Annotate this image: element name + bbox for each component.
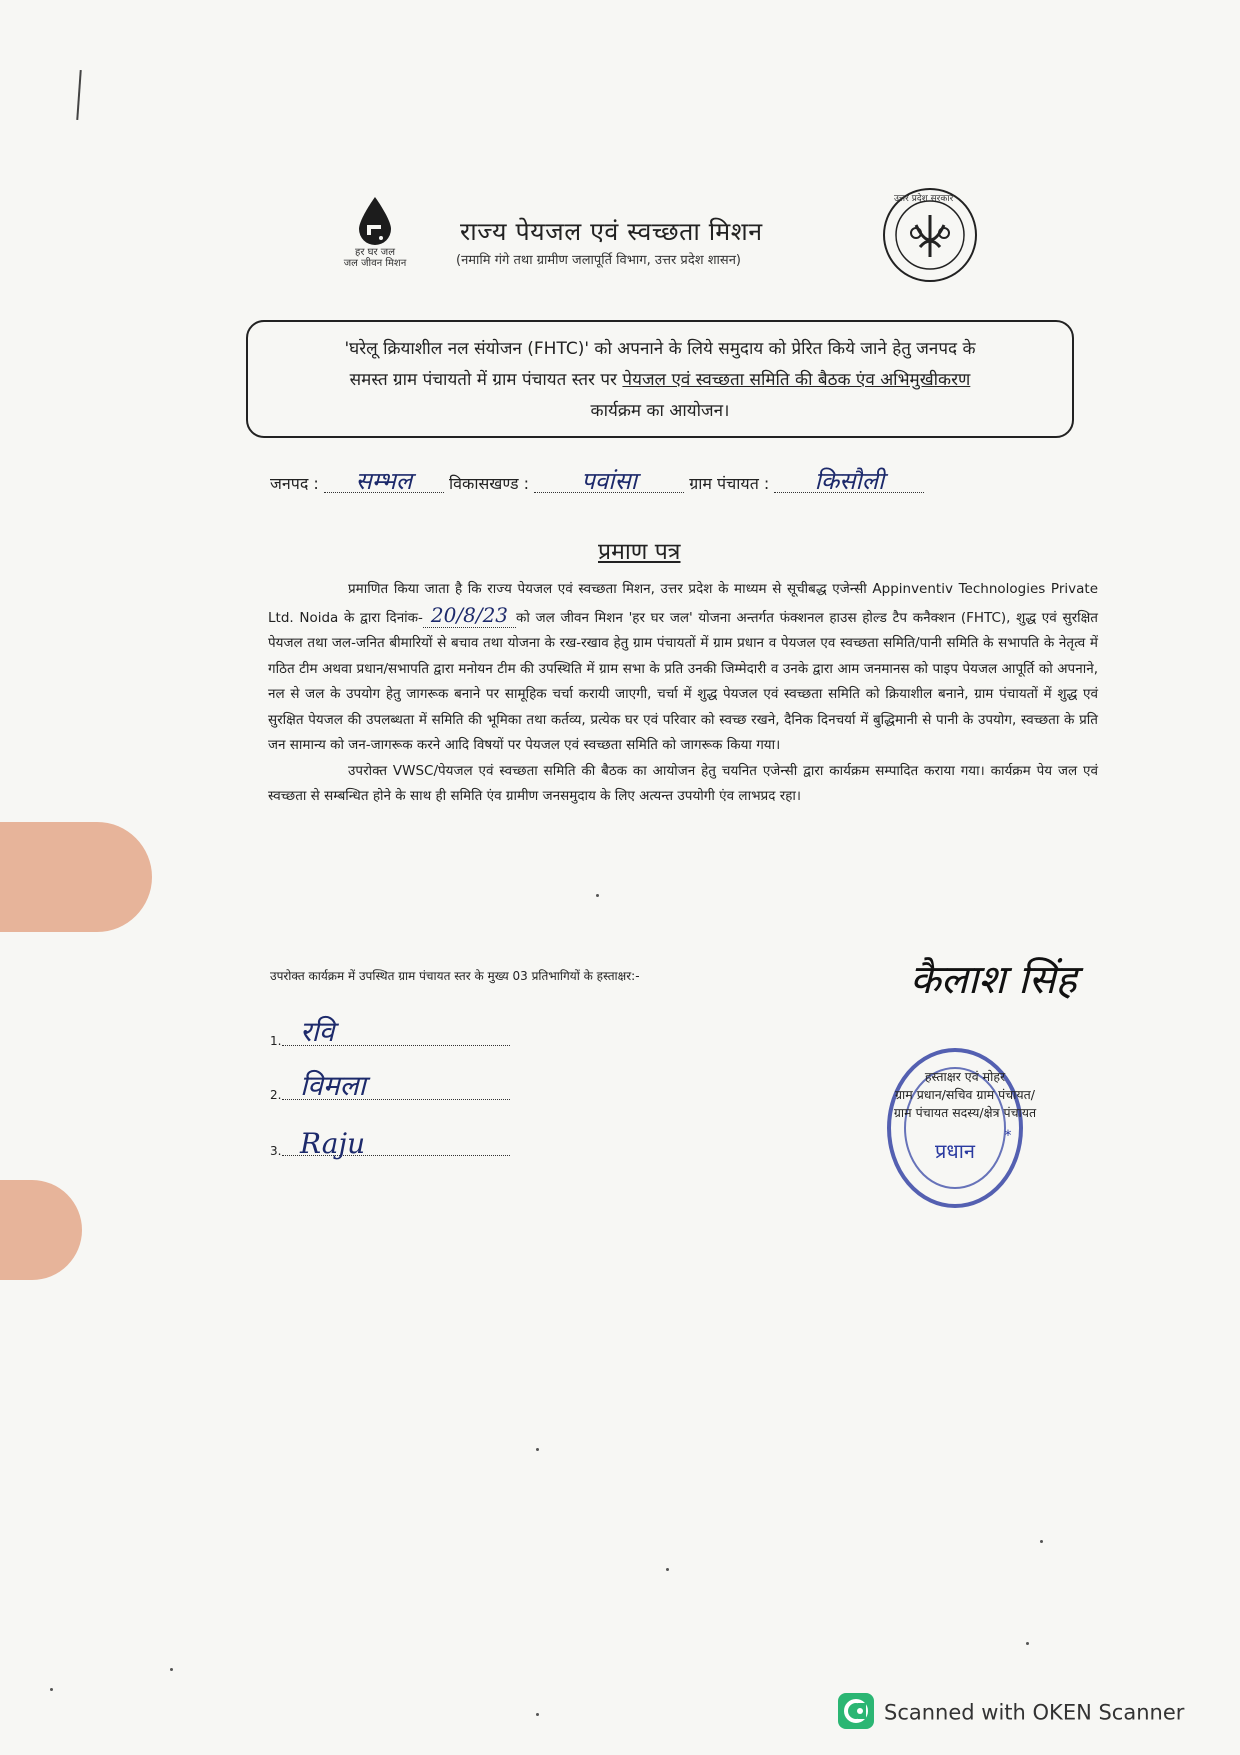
row-number: 3. xyxy=(270,1144,282,1158)
block-label: विकासखण्ड : xyxy=(449,474,530,493)
scan-speck xyxy=(596,894,599,897)
scan-speck xyxy=(666,1568,669,1571)
logo-subcaption: जल जीवन मिशन xyxy=(343,258,407,269)
scan-speck xyxy=(536,1448,539,1451)
scan-speck xyxy=(1026,1642,1029,1645)
participant-signature: विमला xyxy=(300,1069,366,1102)
scan-speck xyxy=(536,1713,539,1716)
district-value: सम्भल xyxy=(324,470,444,493)
row-number: 1. xyxy=(270,1034,282,1048)
panchayat-label: ग्राम पंचायत : xyxy=(689,474,770,493)
topic-line-2-prefix: समस्त ग्राम पंचायतो में ग्राम पंचायत स्तर पर xyxy=(349,370,623,390)
up-government-seal xyxy=(880,185,980,285)
logo-caption: हर घर जल xyxy=(355,247,395,258)
event-date: 20/8/23 xyxy=(423,603,516,628)
finger-bottom xyxy=(0,1180,82,1280)
participant-signature-row xyxy=(270,1066,510,1106)
scan-speck xyxy=(170,1668,173,1671)
watermark-text: Scanned with OKEN Scanner xyxy=(884,1700,1185,1725)
page-subtitle: (नमामि गंगे तथा ग्रामीण जलापूर्ति विभाग, उत्तर प्रदेश शासन) xyxy=(456,253,741,268)
signatory-line-2: ग्राम प्रधान/सचिव ग्राम पंचायत/ xyxy=(894,1087,1036,1102)
topic-box xyxy=(246,320,1074,438)
oken-logo-icon xyxy=(838,1693,874,1734)
scanner-watermark xyxy=(838,1693,1184,1734)
har-ghar-jal-logo xyxy=(335,195,415,285)
body-paragraph-2: उपरोक्त VWSC/पेयजल एवं स्वच्छता समिति की बैठक का आयोजन हेतु चयनित एजेन्सी द्वारा कार्यक्रम सम्पादित कराया गया। कार्यक्रम पेय जल एवं स्वच्छता से सम्बन्धित होने के साथ ही समिति एंव ग्रामीण जनसमुदाय के लिए अत्यन्त उपयोगी एंव लाभप्रद रहा। xyxy=(268,762,1098,804)
seal-text: उत्तर प्रदेश सरकार xyxy=(894,194,954,204)
svg-text:*: * xyxy=(1004,1128,1012,1144)
page-title: राज्य पेयजल एवं स्वच्छता मिशन xyxy=(460,217,763,246)
participant-signature: रवि xyxy=(300,1015,335,1048)
topic-line-2 xyxy=(266,365,1054,396)
water-drop-icon xyxy=(355,195,395,247)
body-p1-part-b: को जल जीवन मिशन 'हर घर जल' योजना अन्तर्गत फंक्शनल हाउस होल्ड टैप कनैक्शन (FHTC), शुद्ध एवं सुरक्षित पेयजल तथा जल-जनित बीमारियों से बचाव तथा योजना के रख-रखाव हेतु ग्राम पंचायतों में ग्राम प्रधान व पेयजल एव स्वच्छता समिति/पानी समिति के सभापति के नेतृत्व में गठित टीम अथवा प्रधान/सभापति द्वारा मनोयन टीम की उपस्थिति में ग्राम सभा के प्रति उनकी जिम्मेदारी व उनके द्वारा आम जनमानस को पाइप पेयजल आपूर्ति को अपनाने, नल से जल के उपयोग हेतु जागरूक बनाने पर सामूहिक चर्चा करायी जाएगी, चर्चा में शुद्ध पेयजल एवं स्वच्छता समिति को क्रियाशील बनाने, ग्राम पंचायतों में शुद्ध एवं सुरक्षित पेयजल की उपलब्धता में समिति की भूमिका तथा कर्तव्य, प्रत्येक घर एवं परिवार को स्वच्छ रखने, दैनिक दिनचर्या में बुद्धिमानी से पानी के उपयोग, स्वच्छता के प्रति जन सामान्य को जन-जागरूक करने आदि विषयों पर पेयजल एवं स्वच्छता समिति को जागरूक किया गया। xyxy=(268,609,1098,753)
topic-line-2-underlined: पेयजल एवं स्वच्छता समिति की बैठक एंव अभिमुखीकरण xyxy=(622,370,971,390)
participant-signature: Raju xyxy=(300,1127,366,1160)
topic-line-3: कार्यक्रम का आयोजन। xyxy=(590,401,730,421)
stamp-word: प्रधान xyxy=(935,1139,975,1163)
panchayat-value: किसौली xyxy=(774,470,924,493)
scan-speck xyxy=(50,1688,53,1691)
row-number: 2. xyxy=(270,1088,282,1102)
scan-speck xyxy=(1040,1540,1043,1543)
body-p1-part-a: प्रमाणित किया जाता है कि राज्य पेयजल एवं स्वच्छता मिशन, उत्तर प्रदेश के माध्यम से सूचीबद्ध एजेन्सी Appinventiv Technologies Private Ltd. Noida के द्वारा दिनांक- xyxy=(268,581,1098,626)
signatory-line-3: ग्राम पंचायत सदस्य/क्षेत्र पंचायत xyxy=(893,1105,1037,1120)
district-label: जनपद : xyxy=(270,474,319,493)
scan-edge-mark xyxy=(76,70,81,120)
body-paragraph-1 xyxy=(268,577,1098,759)
block-value: पवांसा xyxy=(534,470,684,493)
signatory-block xyxy=(850,1068,1080,1122)
participant-signature-row xyxy=(270,1012,510,1052)
topic-line-1: 'घरेलू क्रियाशील नल संयोजन (FHTC)' को अपनाने के लिये समुदाय को प्रेरित किये जाने हेतु जनपद के xyxy=(344,339,976,359)
pradhan-signature: कैलाश सिंह xyxy=(910,957,1077,1003)
pradhan-stamp-icon xyxy=(880,1040,1030,1210)
participant-signature-row xyxy=(270,1122,510,1162)
finger-top xyxy=(0,822,152,932)
certificate-title: प्रमाण पत्र xyxy=(598,539,681,565)
location-fields xyxy=(270,467,1060,495)
participants-note: उपरोक्त कार्यक्रम में उपस्थित ग्राम पंचायत स्तर के मुख्य 03 प्रतिभागियों के हस्ताक्षर:- xyxy=(270,969,640,983)
certificate-body xyxy=(268,577,1098,810)
signatory-line-1: हस्ताक्षर एवं मोहर xyxy=(924,1069,1006,1084)
